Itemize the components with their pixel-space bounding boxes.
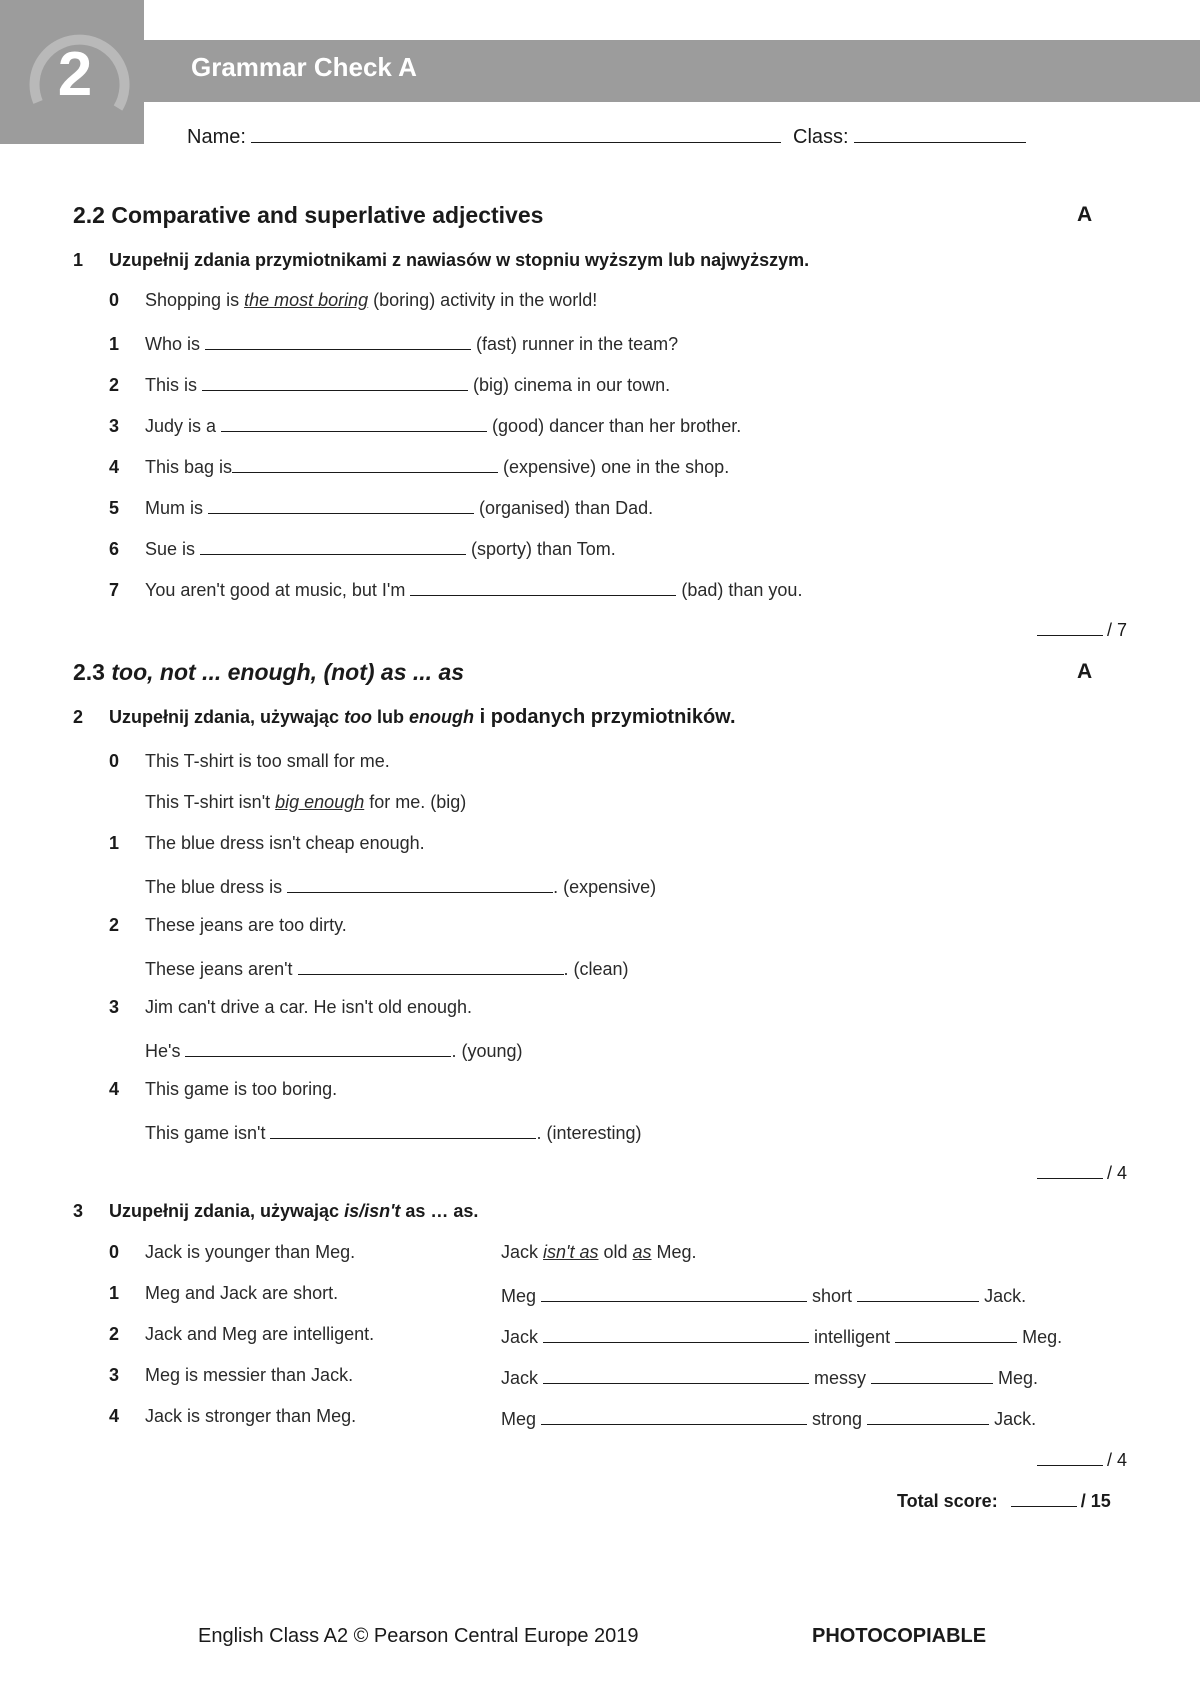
- item-text: Meg.: [651, 1242, 697, 1262]
- class-blank[interactable]: [854, 124, 1026, 143]
- exercise-2-instruction: [73, 706, 736, 729]
- item-number: 0: [109, 751, 120, 771]
- instruction-keyword: enough: [409, 707, 475, 727]
- item-text: (sporty) than Tom.: [466, 539, 616, 559]
- section-number: 2.3: [73, 659, 112, 685]
- item-text: Jack is stronger than Meg.: [145, 1406, 357, 1426]
- item-text: . (clean): [563, 959, 629, 979]
- item-number: 7: [109, 580, 120, 600]
- answer-blank[interactable]: [202, 372, 468, 391]
- answer-blank[interactable]: [205, 331, 471, 350]
- list-item-answer-line: [501, 1365, 1038, 1389]
- item-text: Jack is younger than Meg.: [145, 1242, 356, 1262]
- item-number: 2: [109, 915, 120, 935]
- answer-blank[interactable]: [232, 454, 498, 473]
- name-blank[interactable]: [251, 124, 781, 143]
- answer-blank[interactable]: [541, 1406, 807, 1425]
- item-text: Jack: [501, 1242, 544, 1262]
- item-text: Shopping is: [145, 290, 245, 310]
- page-title: Grammar Check A: [191, 52, 417, 82]
- item-text: (expensive) one in the shop.: [498, 457, 730, 477]
- answer-blank[interactable]: [287, 874, 553, 893]
- item-text: Jack: [501, 1368, 544, 1388]
- score-blank[interactable]: [1037, 617, 1103, 636]
- answer-blank[interactable]: [270, 1120, 536, 1139]
- list-item: [109, 1365, 353, 1386]
- photocopiable-label: PHOTOCOPIABLE: [812, 1625, 987, 1647]
- unit-number: 2: [57, 40, 93, 109]
- item-text: Judy is a: [145, 416, 222, 436]
- instruction-keyword: too: [344, 707, 373, 727]
- list-item: [109, 454, 729, 478]
- item-text: Meg.: [1017, 1327, 1063, 1347]
- list-item: [109, 1283, 338, 1304]
- score-max: / 4: [1107, 1163, 1128, 1183]
- copyright-notice: English Class A2 © Pearson Central Europe 2019: [198, 1625, 639, 1647]
- instruction-keyword: is/isn't: [344, 1201, 401, 1221]
- exercise-1-instruction: [73, 250, 809, 271]
- item-text: This game isn't: [145, 1123, 271, 1143]
- item-text: Meg is messier than Jack.: [145, 1365, 354, 1385]
- item-text: . (expensive): [553, 877, 657, 897]
- list-item: [109, 331, 678, 355]
- item-text: (good) dancer than her brother.: [487, 416, 742, 436]
- item-number: 0: [109, 290, 120, 310]
- section-title-2-2: 2.2 Comparative and superlative adjectives: [73, 202, 544, 228]
- item-text: (fast) runner in the team?: [471, 334, 679, 354]
- item-number: 4: [109, 1079, 120, 1099]
- example-answer: isn't as: [543, 1242, 599, 1262]
- list-item-answer-line: [501, 1324, 1062, 1348]
- instruction-text: Uzupełnij zdania, używając: [109, 1201, 345, 1221]
- item-number: 1: [109, 833, 120, 853]
- item-text: He's: [145, 1041, 186, 1061]
- exercise-number: 3: [73, 1201, 84, 1221]
- class-label: Class:: [793, 126, 849, 148]
- item-text: Mum is: [145, 498, 208, 518]
- instruction-text: Uzupełnij zdania przymiotnikami z nawiasów w stopniu wyższym lub najwyższym.: [109, 250, 810, 270]
- item-text: These jeans aren't: [145, 959, 298, 979]
- item-text: strong: [807, 1409, 868, 1429]
- item-text: short: [807, 1286, 858, 1306]
- item-number: 6: [109, 539, 120, 559]
- total-score: [897, 1488, 1111, 1512]
- answer-blank[interactable]: [857, 1283, 979, 1302]
- item-text: . (young): [451, 1041, 523, 1061]
- score-max: / 4: [1107, 1450, 1128, 1470]
- unit-badge: [0, 0, 144, 144]
- item-text: old: [598, 1242, 633, 1262]
- section-score: [1037, 617, 1127, 641]
- item-text: . (interesting): [536, 1123, 642, 1143]
- item-text: messy: [809, 1368, 872, 1388]
- item-text: Jack.: [989, 1409, 1037, 1429]
- answer-blank[interactable]: [541, 1283, 807, 1302]
- list-item: [109, 833, 425, 854]
- list-item: [109, 915, 347, 936]
- example-answer: big enough: [275, 792, 365, 812]
- item-text: Jack: [501, 1327, 544, 1347]
- item-text: Jim can't drive a car. He isn't old enough.: [145, 997, 473, 1017]
- score-blank[interactable]: [1011, 1488, 1077, 1507]
- exercise-number: 1: [73, 250, 84, 270]
- answer-blank[interactable]: [200, 536, 466, 555]
- answer-blank[interactable]: [298, 956, 564, 975]
- item-text: This bag is: [145, 457, 233, 477]
- list-item: [109, 290, 597, 311]
- answer-blank[interactable]: [410, 577, 676, 596]
- list-item-answer-line: [145, 956, 629, 980]
- score-blank[interactable]: [1037, 1447, 1103, 1466]
- answer-blank[interactable]: [185, 1038, 451, 1057]
- list-item-answer-line: [501, 1242, 697, 1263]
- answer-blank[interactable]: [543, 1365, 809, 1384]
- exercise-number: 2: [73, 707, 84, 727]
- answer-blank[interactable]: [871, 1365, 993, 1384]
- item-text: Meg.: [993, 1368, 1039, 1388]
- version-letter: A: [1077, 660, 1093, 683]
- answer-blank[interactable]: [867, 1406, 989, 1425]
- item-text: This T-shirt isn't: [145, 792, 276, 812]
- item-text: This is: [145, 375, 203, 395]
- item-text: Meg: [501, 1286, 542, 1306]
- list-item: [109, 997, 472, 1018]
- list-item-answer-line: [145, 874, 656, 898]
- item-text: Jack.: [979, 1286, 1027, 1306]
- item-text: for me. (big): [364, 792, 467, 812]
- item-number: 2: [109, 375, 120, 395]
- instruction-text: as … as.: [400, 1201, 479, 1221]
- example-answer: the most boring: [244, 290, 369, 310]
- item-number: 0: [109, 1242, 120, 1262]
- list-item-answer-line: [501, 1283, 1026, 1307]
- list-item: [109, 577, 802, 601]
- list-item-answer-line: [145, 1038, 523, 1062]
- item-number: 1: [109, 1283, 120, 1303]
- answer-blank[interactable]: [208, 495, 474, 514]
- item-number: 3: [109, 416, 120, 436]
- instruction-text: Uzupełnij zdania, używając: [109, 707, 345, 727]
- list-item-answer-line: [145, 1120, 642, 1144]
- item-text: Who is: [145, 334, 206, 354]
- example-answer: as: [632, 1242, 652, 1262]
- section-score: [1037, 1160, 1127, 1184]
- item-text: (boring) activity in the world!: [368, 290, 598, 310]
- score-max: / 7: [1107, 620, 1128, 640]
- answer-blank[interactable]: [221, 413, 487, 432]
- list-item: [109, 372, 670, 396]
- item-number: 3: [109, 997, 120, 1017]
- item-number: 5: [109, 498, 120, 518]
- item-text: (big) cinema in our town.: [468, 375, 671, 395]
- total-score-label: Total score:: [897, 1491, 998, 1511]
- item-number: 4: [109, 1406, 120, 1426]
- list-item: [109, 536, 616, 560]
- instruction-text: i podanych przymiotników.: [474, 706, 736, 728]
- list-item: [109, 1406, 356, 1427]
- item-text: (organised) than Dad.: [474, 498, 654, 518]
- answer-blank[interactable]: [543, 1324, 809, 1343]
- unit-ring-icon: [0, 0, 144, 144]
- instruction-text: lub: [372, 707, 410, 727]
- section-score: [1037, 1447, 1127, 1471]
- item-text: (bad) than you.: [676, 580, 803, 600]
- section-title-2-3: [73, 659, 464, 686]
- item-text: Meg: [501, 1409, 542, 1429]
- name-field: [187, 124, 1026, 149]
- score-max: / 15: [1080, 1491, 1111, 1511]
- item-text: intelligent: [809, 1327, 896, 1347]
- item-number: 1: [109, 334, 120, 354]
- item-text: Meg and Jack are short.: [145, 1283, 339, 1303]
- item-text: You aren't good at music, but I'm: [145, 580, 411, 600]
- item-text: These jeans are too dirty.: [145, 915, 347, 935]
- version-letter: A: [1077, 203, 1093, 226]
- list-item: [109, 1079, 337, 1100]
- list-item: [109, 495, 653, 519]
- score-blank[interactable]: [1037, 1160, 1103, 1179]
- item-text: Sue is: [145, 539, 201, 559]
- item-text: The blue dress is: [145, 877, 288, 897]
- item-number: 3: [109, 1365, 120, 1385]
- item-number: 2: [109, 1324, 120, 1344]
- list-item: [109, 1324, 374, 1345]
- item-text: This T-shirt is too small for me.: [145, 751, 390, 771]
- item-text: Jack and Meg are intelligent.: [145, 1324, 375, 1344]
- item-number: 4: [109, 457, 120, 477]
- list-item-answer-line: [145, 792, 466, 813]
- list-item: [109, 751, 390, 772]
- list-item-answer-line: [501, 1406, 1036, 1430]
- item-text: This game is too boring.: [145, 1079, 338, 1099]
- exercise-3-instruction: [73, 1201, 478, 1222]
- answer-blank[interactable]: [895, 1324, 1017, 1343]
- list-item: [109, 1242, 355, 1263]
- item-text: The blue dress isn't cheap enough.: [145, 833, 425, 853]
- section-topic: too, not ... enough, (not) as ... as: [111, 659, 465, 685]
- list-item: [109, 413, 741, 437]
- name-label: Name:: [187, 126, 246, 148]
